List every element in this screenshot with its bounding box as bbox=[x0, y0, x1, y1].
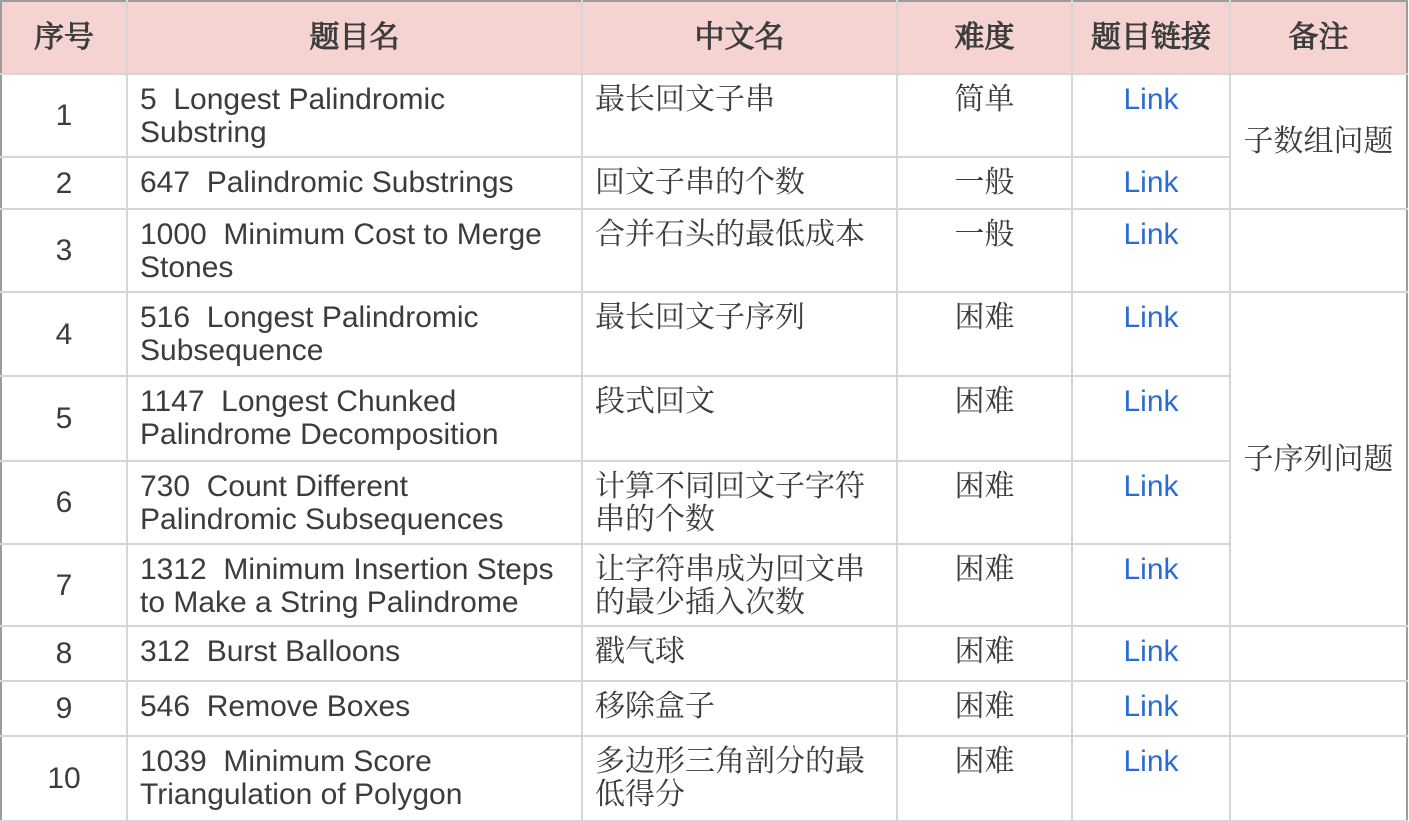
column-header-title: 题目名 bbox=[127, 1, 582, 74]
problem-title: 1000 Minimum Cost to Merge Stones bbox=[127, 209, 582, 292]
header-row bbox=[1, 1, 1407, 74]
row-index: 1 bbox=[1, 74, 127, 157]
problem-title: 516 Longest Palindromic Subsequence bbox=[127, 292, 582, 376]
table-row bbox=[1, 626, 1407, 681]
column-header-link: 题目链接 bbox=[1072, 1, 1230, 74]
problem-link[interactable]: Link bbox=[1123, 166, 1179, 199]
problem-cn-name: 回文子串的个数 bbox=[582, 157, 897, 209]
difficulty-label: 简单 bbox=[897, 74, 1072, 157]
link-cell bbox=[1072, 461, 1230, 544]
problem-cn-name: 最长回文子序列 bbox=[582, 292, 897, 376]
link-cell bbox=[1072, 626, 1230, 681]
table-row bbox=[1, 74, 1407, 157]
link-cell bbox=[1072, 681, 1230, 736]
table-row bbox=[1, 376, 1407, 461]
problem-cn-name: 最长回文子串 bbox=[582, 74, 897, 157]
problem-title: 5 Longest Palindromic Substring bbox=[127, 74, 582, 157]
remark-cell bbox=[1230, 736, 1407, 821]
problem-link[interactable]: Link bbox=[1123, 218, 1179, 251]
table-row bbox=[1, 461, 1407, 544]
remark-cell: 子数组问题 bbox=[1230, 74, 1407, 209]
problem-link[interactable]: Link bbox=[1123, 690, 1179, 723]
difficulty-label: 困难 bbox=[897, 376, 1072, 461]
difficulty-label: 困难 bbox=[897, 626, 1072, 681]
problem-link[interactable]: Link bbox=[1123, 385, 1179, 418]
remark-cell bbox=[1230, 626, 1407, 681]
table-row bbox=[1, 681, 1407, 736]
difficulty-label: 一般 bbox=[897, 157, 1072, 209]
difficulty-label: 一般 bbox=[897, 209, 1072, 292]
link-cell bbox=[1072, 292, 1230, 376]
problem-title: 730 Count Different Palindromic Subsequences bbox=[127, 461, 582, 544]
difficulty-label: 困难 bbox=[897, 544, 1072, 626]
row-index: 8 bbox=[1, 626, 127, 681]
problem-cn-name: 段式回文 bbox=[582, 376, 897, 461]
column-header-remark: 备注 bbox=[1230, 1, 1407, 74]
problem-title: 546 Remove Boxes bbox=[127, 681, 582, 736]
table-row bbox=[1, 292, 1407, 376]
difficulty-label: 困难 bbox=[897, 736, 1072, 821]
link-cell bbox=[1072, 74, 1230, 157]
problem-link[interactable]: Link bbox=[1123, 635, 1179, 668]
table-row bbox=[1, 157, 1407, 209]
problem-title: 1039 Minimum Score Triangulation of Polygon bbox=[127, 736, 582, 821]
column-header-cn_name: 中文名 bbox=[582, 1, 897, 74]
difficulty-label: 困难 bbox=[897, 461, 1072, 544]
problem-title: 1312 Minimum Insertion Steps to Make a String Palindrome bbox=[127, 544, 582, 626]
problem-title: 1147 Longest Chunked Palindrome Decomposition bbox=[127, 376, 582, 461]
problem-link[interactable]: Link bbox=[1123, 553, 1179, 586]
row-index: 3 bbox=[1, 209, 127, 292]
row-index: 5 bbox=[1, 376, 127, 461]
problem-cn-name: 移除盒子 bbox=[582, 681, 897, 736]
remark-cell bbox=[1230, 209, 1407, 292]
row-index: 10 bbox=[1, 736, 127, 821]
table-body bbox=[1, 74, 1407, 821]
problem-title: 647 Palindromic Substrings bbox=[127, 157, 582, 209]
problem-cn-name: 计算不同回文子字符串的个数 bbox=[582, 461, 897, 544]
column-header-difficulty: 难度 bbox=[897, 1, 1072, 74]
row-index: 9 bbox=[1, 681, 127, 736]
remark-cell: 子序列问题 bbox=[1230, 292, 1407, 626]
difficulty-label: 困难 bbox=[897, 681, 1072, 736]
problem-link[interactable]: Link bbox=[1123, 301, 1179, 334]
column-header-index: 序号 bbox=[1, 1, 127, 74]
problem-cn-name: 合并石头的最低成本 bbox=[582, 209, 897, 292]
problem-cn-name: 戳气球 bbox=[582, 626, 897, 681]
row-index: 4 bbox=[1, 292, 127, 376]
difficulty-label: 困难 bbox=[897, 292, 1072, 376]
remark-cell bbox=[1230, 681, 1407, 736]
table-row bbox=[1, 209, 1407, 292]
link-cell bbox=[1072, 209, 1230, 292]
row-index: 2 bbox=[1, 157, 127, 209]
link-cell bbox=[1072, 157, 1230, 209]
problem-cn-name: 多边形三角剖分的最低得分 bbox=[582, 736, 897, 821]
table-row bbox=[1, 736, 1407, 821]
link-cell bbox=[1072, 544, 1230, 626]
problem-cn-name: 让字符串成为回文串的最少插入次数 bbox=[582, 544, 897, 626]
link-cell bbox=[1072, 736, 1230, 821]
link-cell bbox=[1072, 376, 1230, 461]
problem-link[interactable]: Link bbox=[1123, 83, 1179, 116]
row-index: 6 bbox=[1, 461, 127, 544]
problem-link[interactable]: Link bbox=[1123, 470, 1179, 503]
table-row bbox=[1, 544, 1407, 626]
problem-link[interactable]: Link bbox=[1123, 745, 1179, 778]
row-index: 7 bbox=[1, 544, 127, 626]
problem-title: 312 Burst Balloons bbox=[127, 626, 582, 681]
